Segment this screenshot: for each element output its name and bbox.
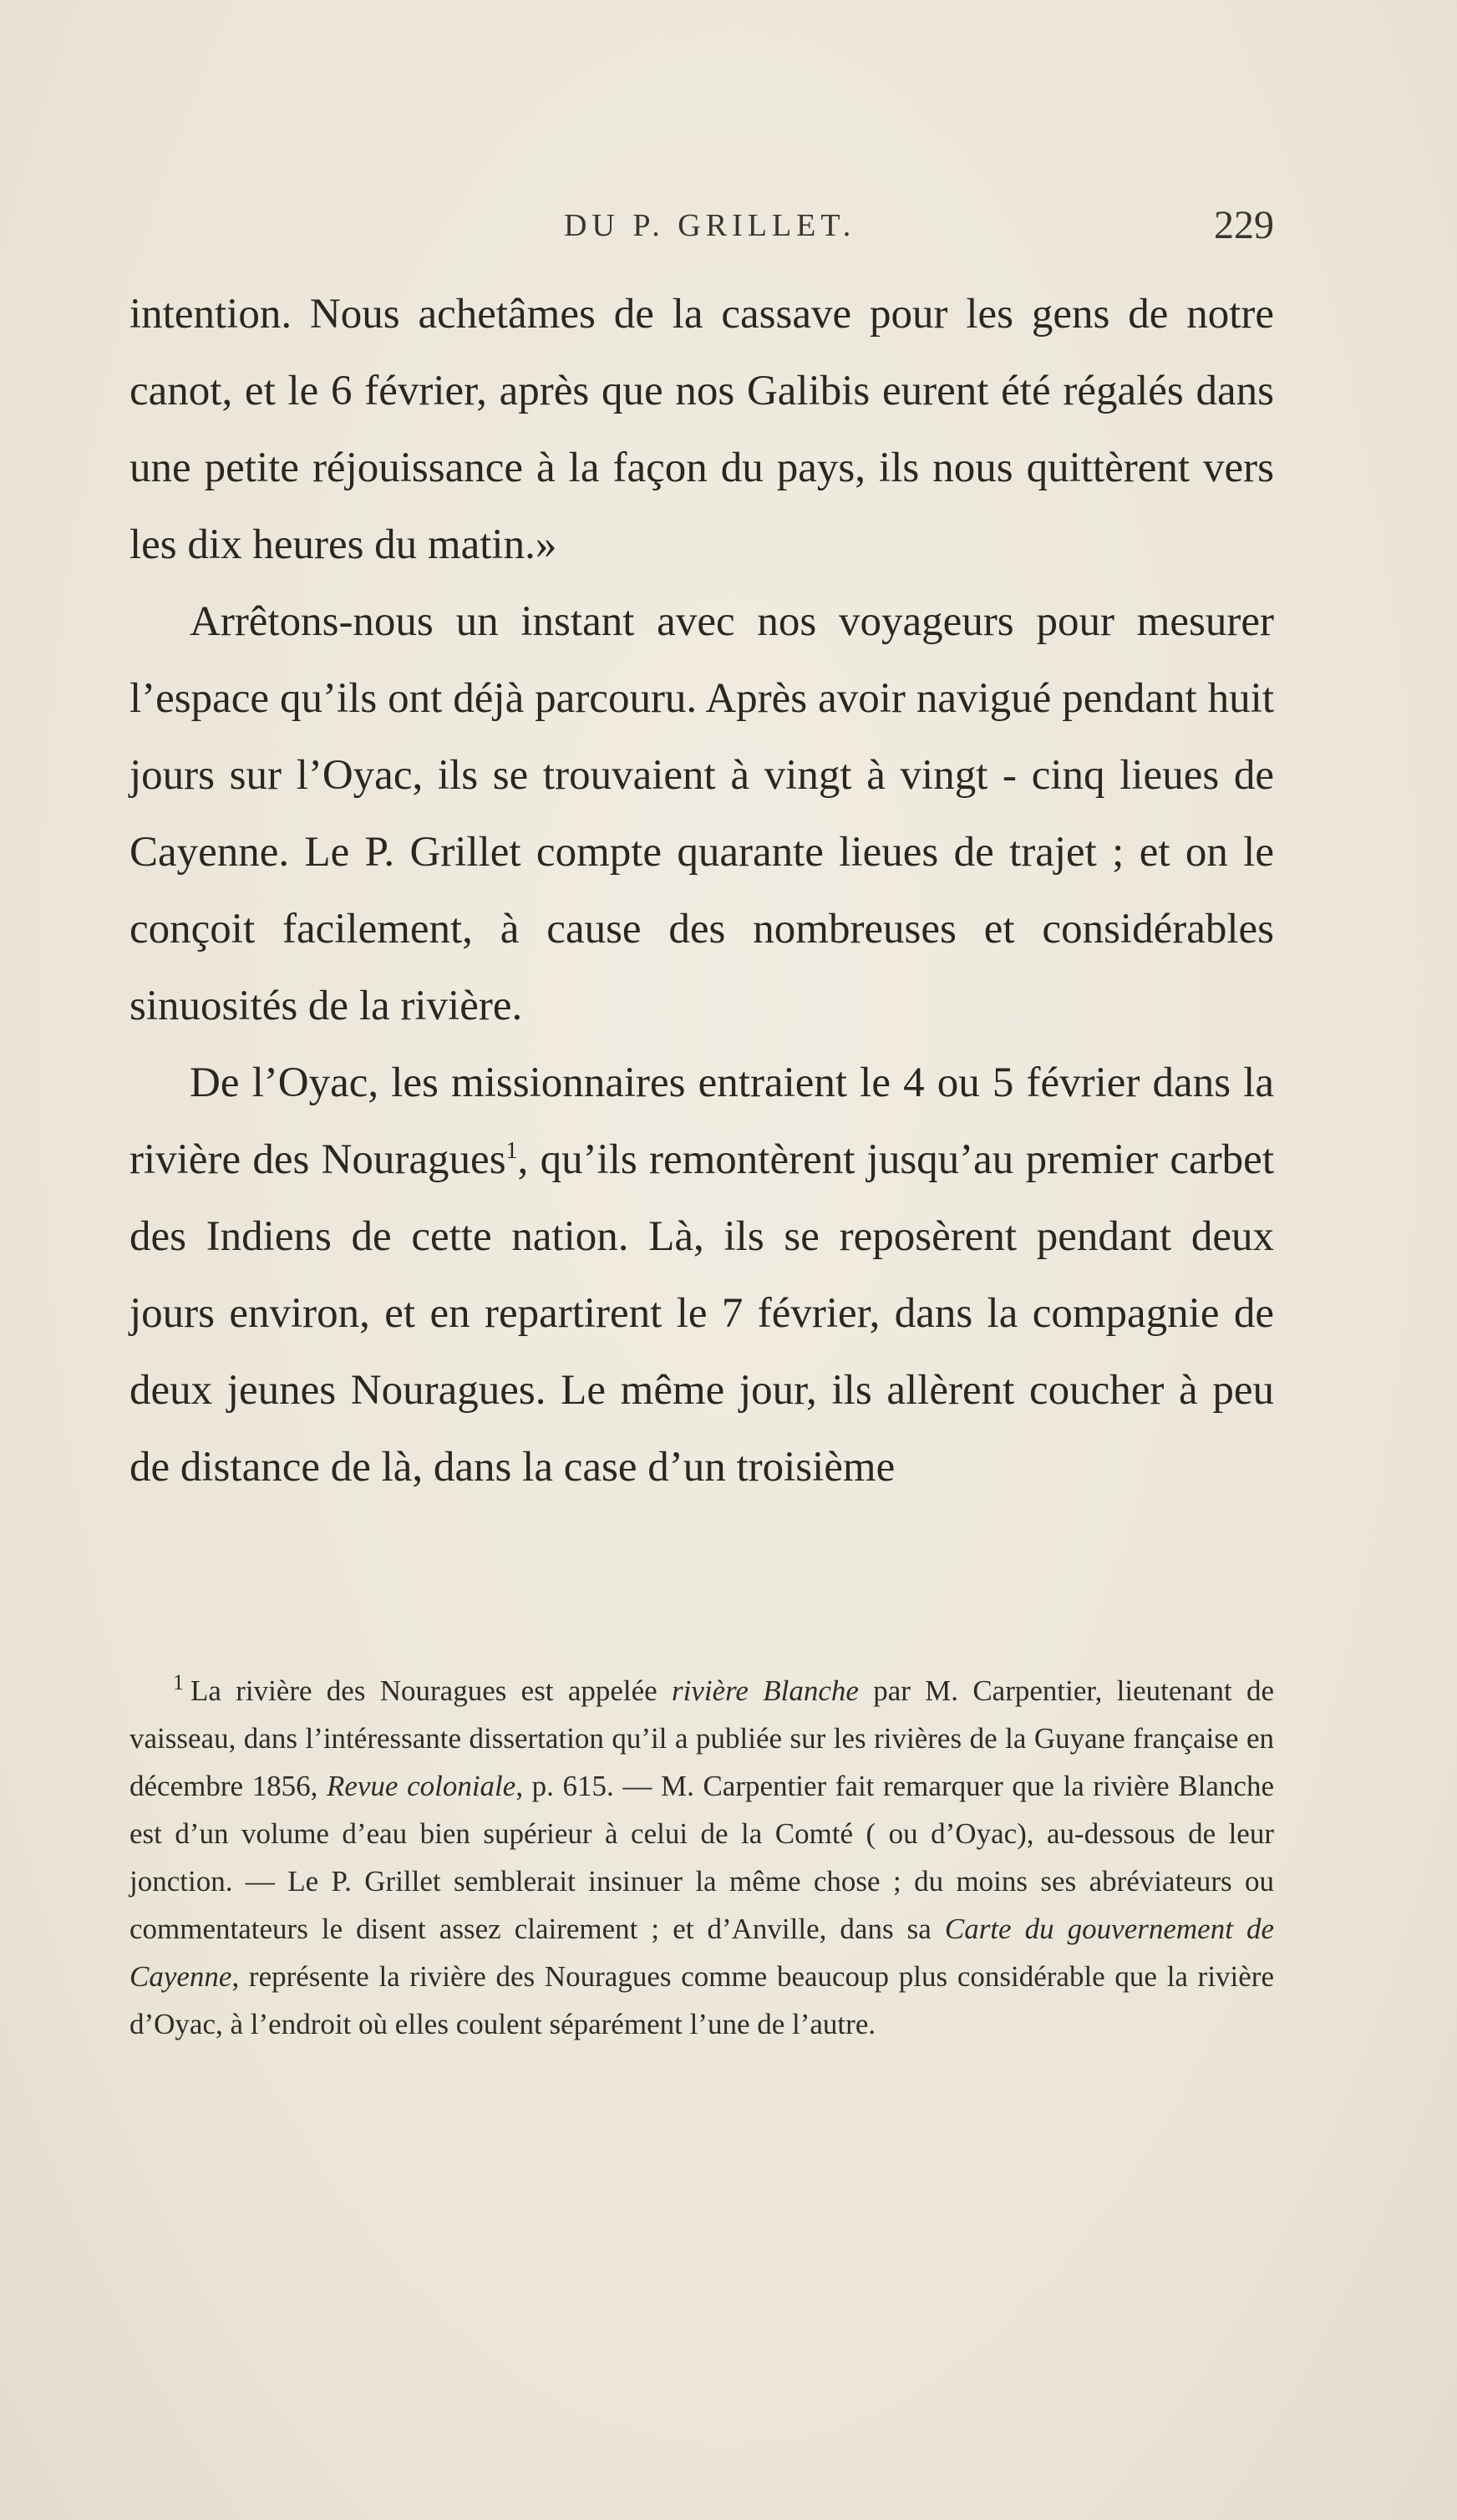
footnote <box>129 1667 1274 2048</box>
paragraph-3-start: De l’Oyac, les missionnaires entraient le 4 ou 5 février dans la rivière des Nouragues <box>129 1059 1274 1183</box>
footnote-text-1: La rivière des Nouragues est appelée <box>190 1674 672 1707</box>
footnote-text-4: , représente la rivière des Nouragues comme beaucoup plus considérable que la rivière d’Oyac, à l’endroit où elles coulent séparément l’une de l’autre. <box>129 1960 1274 2040</box>
footnote-text-3: , p. 615. — M. Carpentier fait remarquer que la rivière Blanche est d’un volume d’eau bien supérieur à celui de la Comté ( ou d’Oyac), au-dessous de leur jonction. — Le P. Grillet semblerait insinuer la même chose ; du moins ses abréviateurs ou commentateurs le disent assez clairement ; et d’Anville, dans sa <box>129 1770 1274 1945</box>
footnote-italic-2: Revue coloniale <box>326 1770 516 1802</box>
page-header <box>129 203 1274 257</box>
paragraph-3 <box>129 1044 1274 1506</box>
paragraph-1: intention. Nous achetâmes de la cassave pour les gens de notre canot, et le 6 février, après que nos Galibis eurent été régalés dans une petite réjouissance à la façon du pays, ils nous quittèrent vers les dix heures du matin.» <box>129 291 1274 568</box>
footnote-italic-3: Carte du gouvernement de Cayenne <box>129 1913 1274 1993</box>
page-number: 229 <box>1214 203 1274 247</box>
paragraph-2: Arrêtons-nous un instant avec nos voyageurs pour mesurer l’espace qu’ils ont déjà parcouru. Après avoir navigué pendant huit jours sur l’Oyac, ils se trouvaient à vingt à vingt - cinq lieues de Cayenne. Le P. Grillet compte quarante lieues de trajet ; et on le conçoit facilement, à cause des nombreuses et considérables sinuosités de la rivière. <box>129 598 1274 1029</box>
running-head: DU P. GRILLET. <box>564 208 856 243</box>
main-text <box>129 276 1274 1506</box>
footnote-italic-1: rivière Blanche <box>671 1674 859 1707</box>
paragraph-3-end: , qu’ils remontèrent jusqu’au premier carbet des Indiens de cette nation. Là, ils se reposèrent pendant deux jours environ, et en repartirent le 7 février, dans la compagnie de deux jeunes Nouragues. Le même jour, ils allèrent coucher à peu de distance de là, dans la case d’un troisième <box>129 1136 1274 1491</box>
footnote-reference: 1 <box>505 1138 518 1164</box>
footnote-text-2: par M. Carpentier, lieutenant de vaisseau, dans l’intéressante dissertation qu’il a publiée sur les rivières de la Guyane française en décembre 1856, <box>129 1674 1274 1802</box>
footnote-mark: 1 <box>173 1670 184 1695</box>
